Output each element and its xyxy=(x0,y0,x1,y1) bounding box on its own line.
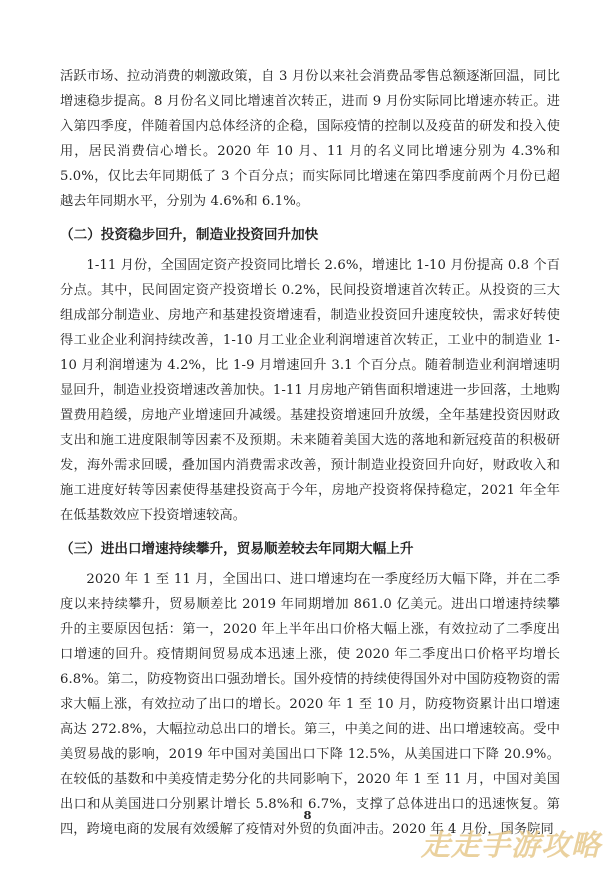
paragraph-investment: 1-11 月份，全国固定资产投资同比增长 2.6%，增速比 1-10 月份提高 0.8 个百分点。其中，民间固定资产投资增长 0.2%，民间投资增速首次转正。从投资的三大组成部分制造业、房地产和基建投资增速看，制造业投资回升速度较快，需求好转使得工业企业利润持续改善，1-10 月工业企业利润增速首次转正，工业中的制造业 1-10 月利润增速为 4.2%，比 1-9 月增速回升 3.1 个百分点。随着制造业利润增速明显回升，制造业投资增速改善加快。1-11 月房地产销售面积增速进一步回落，土地购置费用趋缓，房地产业增速回升减缓。基建投资增速回升放缓，全年基建投资因财政支出和施工进度限制等因素不及预期。未来随着美国大选的落地和新冠疫苗的积极研发，海外需求回暖，叠加国内消费需求改善，预计制造业投资回升向好，财政收入和施工进度好转等因素使得基建投资高于今年，房地产投资将保持稳定，2021 年全年在低基数效应下投资增速较高。 xyxy=(60,258,560,523)
paragraph-trade: 2020 年 1 至 11 月，全国出口、进口增速均在一季度经历大幅下降，并在二季度以来持续攀升，贸易顺差比 2019 年同期增加 861.0 亿美元。进出口增速持续攀升的主要原因包括：第一，2020 年上半年出口价格大幅上涨，有效拉动了二季度出口增速的回升。疫情期间贸易成本迅速上涨，使 2020 年二季度出口价格平均增长 6.8%。第二，防疫物资出口强劲增长。国外疫情的持续使得国外对中国防疫物资的需求大幅上涨，有效拉动了出口的增长。2020 年 1 至 10 月，防疫物资累计出口增速高达 272.8%，大幅拉动总出口的增长。第三，中美之间的进、出口增速较高。受中美贸易战的影响，2019 年中国对美国出口下降 12.5%，从美国进口下降 20.9%。在较低的基数和中美疫情走势分化的共同影响下，2020 年 1 至 11 月，中国对美国出口和从美国进口分别累计增长 5.8%和 6.7%，支撑了总体进出口的迅速恢复。第四，跨境电商的发展有效缓解了疫情对外贸的负面冲击。2020 年 4 月份，国务院同 xyxy=(60,572,560,837)
watermark-text: 走走手游攻略 xyxy=(420,828,601,862)
document-body xyxy=(60,64,560,842)
section-heading-trade: （三）进出口增速持续攀升，贸易顺差较去年同期大幅上升 xyxy=(60,541,414,557)
paragraph-consumption: 活跃市场、拉动消费的刺激政策，自 3 月份以来社会消费品零售总额逐渐回温，同比增速稳步提高。8 月份名义同比增速首次转正，进而 9 月份实际同比增速亦转正。进入第四季度，伴随着国内总体经济的企稳，国际疫情的控制以及疫苗的研发和投入使用，居民消费信心增长。2020 年 10 月、11 月的名义同比增速分别为 4.3%和 5.0%，仅比去年同期低了 3 个百分点；而实际同比增速在第四季度前两个月份已超越去年同期水平，分别为 4.6%和 6.1%。 xyxy=(60,69,560,209)
watermark-logo xyxy=(421,823,601,864)
page-number: 8 xyxy=(303,808,312,822)
section-heading-investment: （二）投资稳步回升，制造业投资回升加快 xyxy=(60,227,319,243)
